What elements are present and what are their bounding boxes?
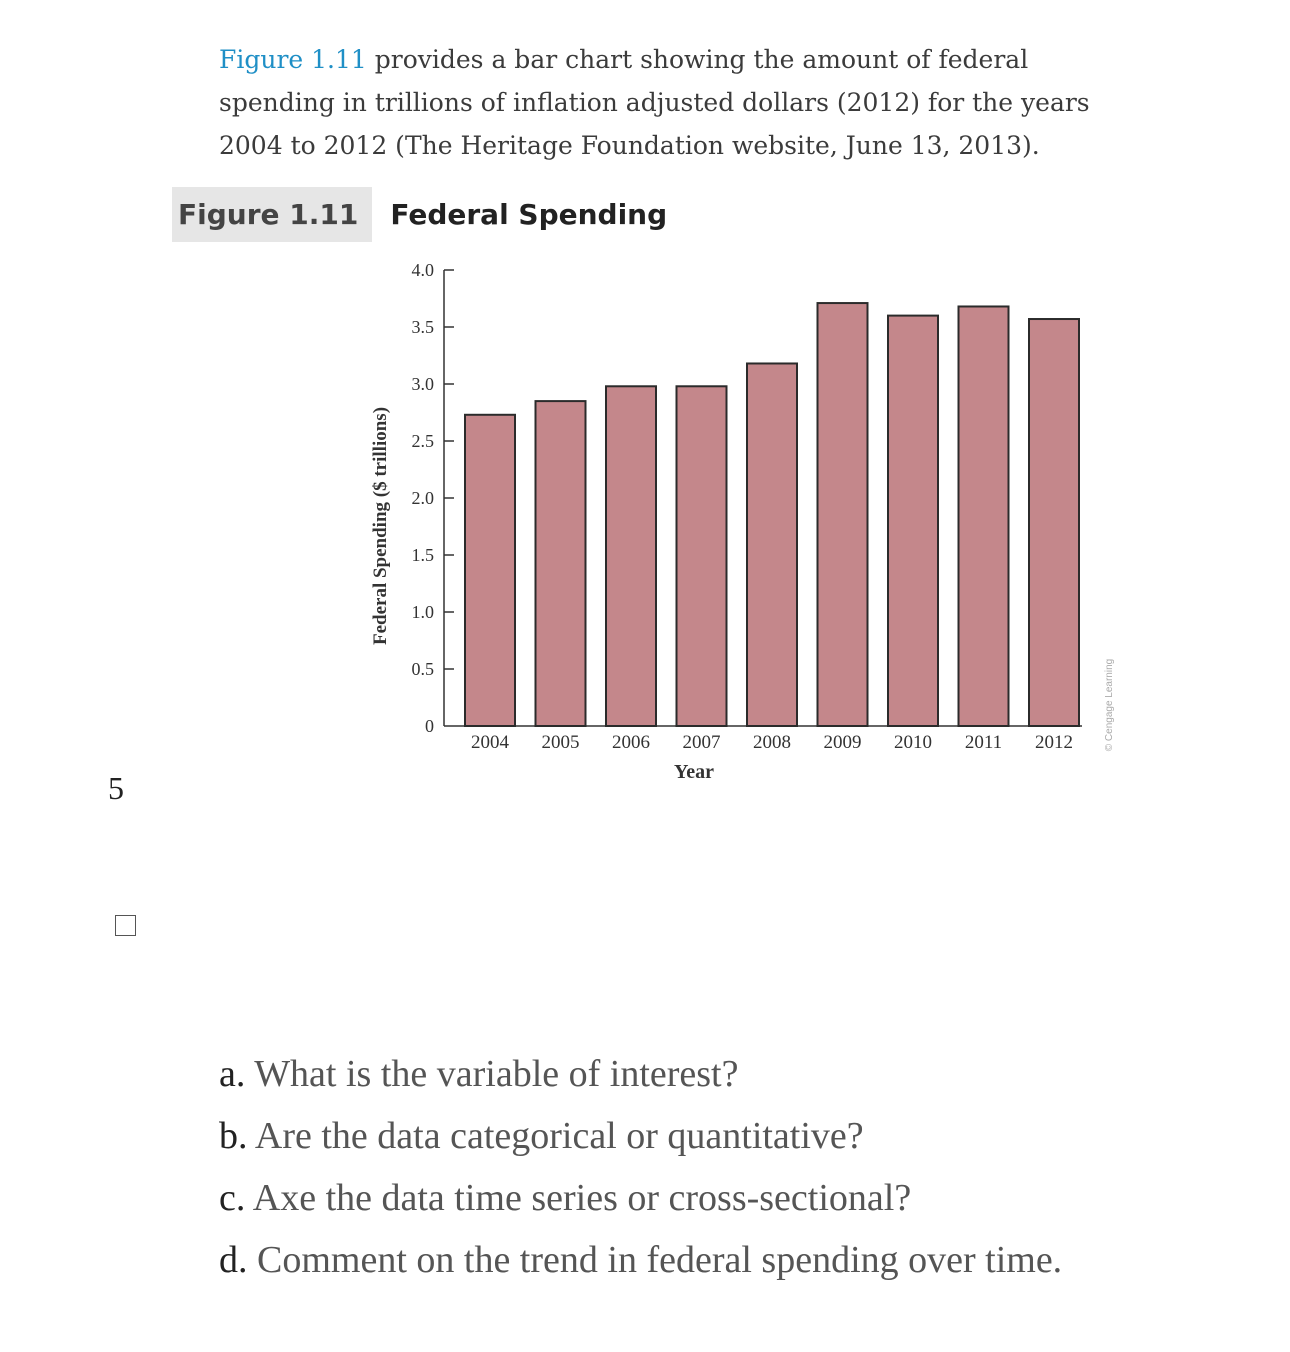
question-letter: c. — [219, 1177, 246, 1219]
question-text: Axe the data time series or cross-sectional? — [245, 1177, 912, 1219]
question-letter: d. — [219, 1239, 248, 1281]
y-axis-label: Federal Spending ($ trillions) — [370, 406, 391, 646]
x-tick-label: 2012 — [1035, 732, 1073, 753]
x-tick-label: 2007 — [682, 732, 721, 753]
y-tick-label: 2.0 — [411, 488, 434, 508]
question-letter: a. — [219, 1053, 246, 1095]
x-tick-label: 2009 — [823, 732, 862, 753]
question-list — [219, 1043, 1062, 1291]
y-tick-label: 1.5 — [411, 545, 434, 565]
y-tick-label: 3.5 — [411, 317, 434, 337]
bar-2010 — [888, 316, 938, 726]
question-text: What is the variable of interest? — [245, 1053, 739, 1095]
bar-2004 — [465, 415, 515, 726]
bar-2005 — [536, 401, 586, 726]
x-tick-label: 2005 — [541, 732, 580, 753]
question-checkbox[interactable] — [115, 915, 136, 936]
bar-2008 — [747, 363, 797, 726]
y-tick-label: 4.0 — [411, 260, 434, 280]
figure-label: Figure 1.11 — [172, 187, 372, 242]
figure-reference-link[interactable]: Figure 1.11 — [219, 45, 367, 74]
bar-2012 — [1029, 319, 1079, 726]
bar-2007 — [677, 386, 727, 726]
question-number: 5 — [108, 770, 124, 806]
x-tick-label: 2010 — [894, 732, 932, 753]
intro-text: provides a bar chart showing the amount of federal spending in trillions of inflation adjusted dollars (2012) for the years 2004 to 2012 (The Heritage Foundation website, June 13, 2013). — [219, 45, 1090, 160]
credit-label: © Cengage Learning — [1104, 658, 1115, 752]
question-item-d — [219, 1229, 1062, 1291]
x-tick-label: 2008 — [753, 732, 791, 753]
question-text: Comment on the trend in federal spending over time. — [247, 1239, 1063, 1281]
question-item-c — [219, 1167, 1062, 1229]
y-tick-label: 0.5 — [411, 659, 434, 679]
bar-2006 — [606, 386, 656, 726]
x-axis-label: Year — [674, 761, 714, 783]
y-tick-label: 2.5 — [411, 431, 434, 451]
question-text: Are the data categorical or quantitative? — [247, 1115, 864, 1157]
x-tick-label: 2004 — [471, 732, 509, 753]
bar-2009 — [818, 303, 868, 726]
y-tick-label: 0 — [425, 716, 434, 736]
figure-title: Federal Spending — [390, 198, 668, 231]
x-tick-label: 2011 — [964, 732, 1003, 753]
y-tick-label: 3.0 — [411, 374, 434, 394]
bar-2011 — [959, 306, 1009, 726]
question-item-b — [219, 1105, 1062, 1167]
x-tick-label: 2006 — [612, 732, 650, 753]
y-tick-label: 1.0 — [411, 602, 434, 622]
question-item-a — [219, 1043, 1062, 1105]
question-letter: b. — [219, 1115, 248, 1157]
